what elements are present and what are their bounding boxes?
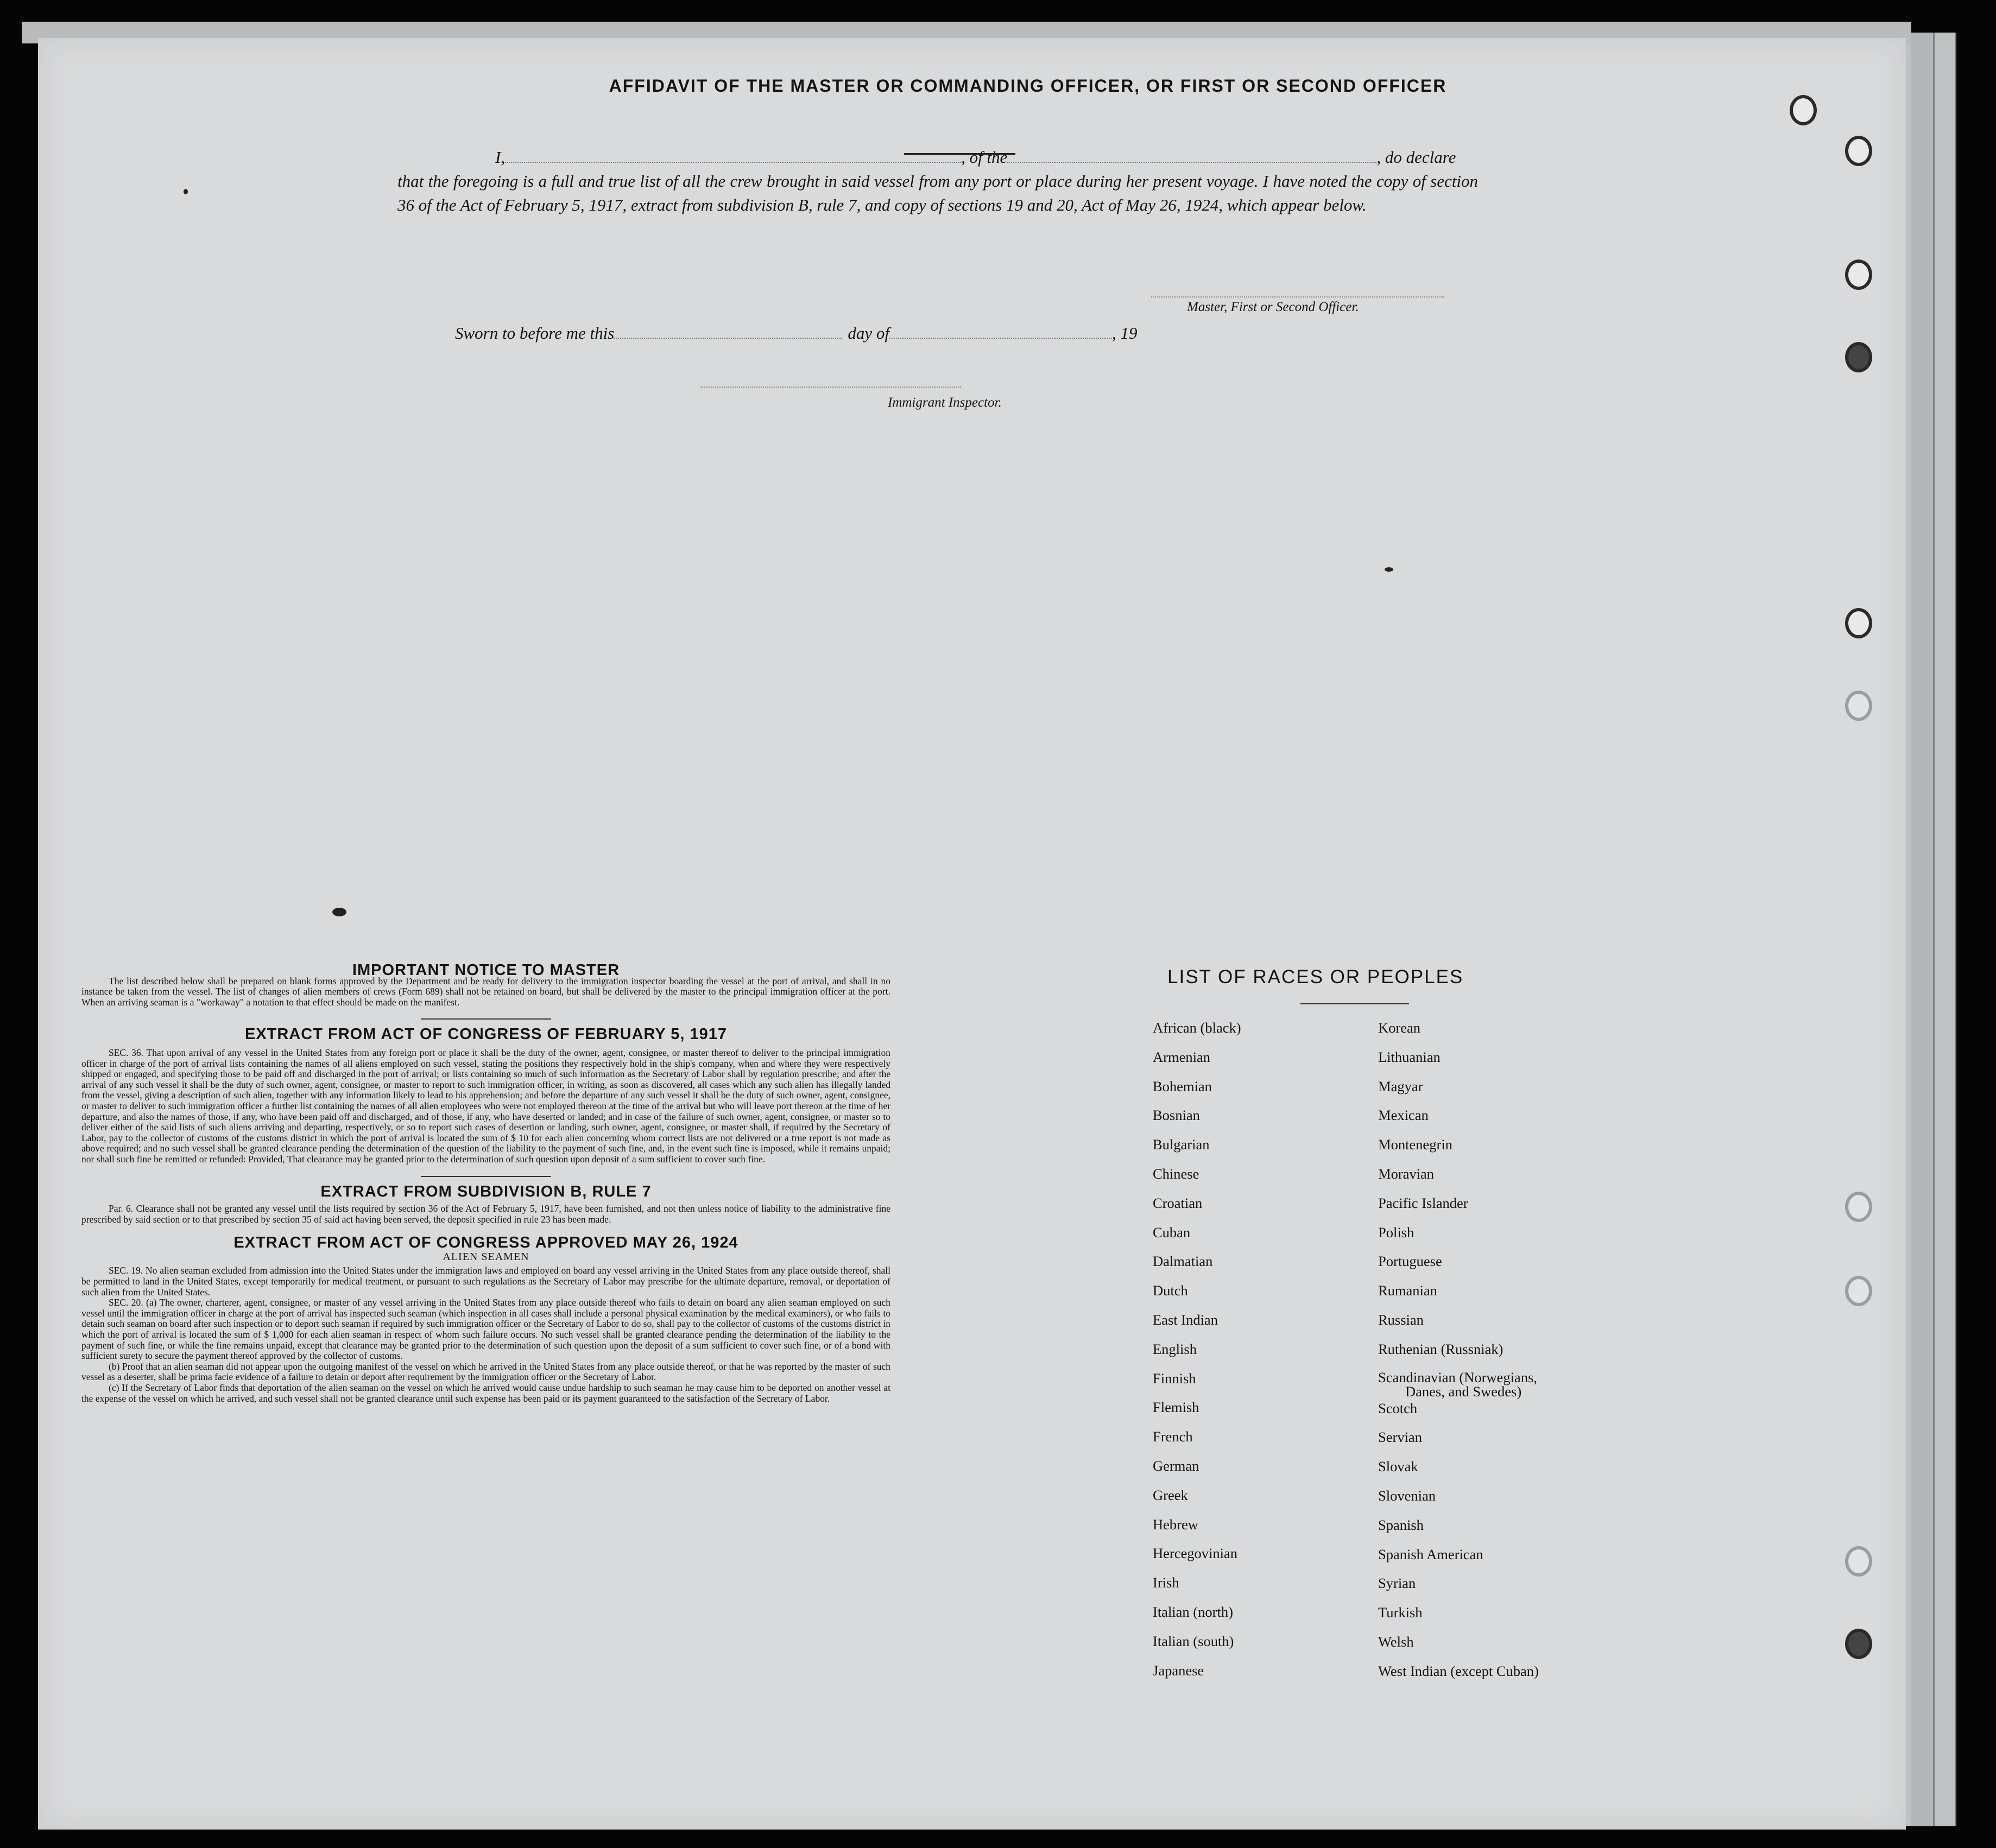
race-item: German: [1153, 1457, 1199, 1474]
race-item: East Indian: [1153, 1311, 1218, 1328]
race-item: Chinese: [1153, 1165, 1199, 1182]
race-item: Russian: [1378, 1311, 1424, 1328]
race-item: Moravian: [1378, 1165, 1435, 1182]
race-item: Polish: [1378, 1224, 1414, 1241]
race-item: Hebrew: [1153, 1516, 1198, 1533]
race-item-line: Danes, and Swedes): [1405, 1383, 1522, 1400]
binder-hole: [1845, 1192, 1872, 1222]
race-item: Bosnian: [1153, 1107, 1200, 1124]
race-item: Slovenian: [1378, 1487, 1436, 1504]
races-rule: [1300, 1003, 1409, 1004]
race-item: Slovak: [1378, 1458, 1418, 1475]
binder-hole: [1845, 260, 1872, 290]
affidavit-text: that the foregoing is a full and true list of all the crew brought in said vessel from any port or place during her present voyage. I have noted the copy of section 36 of the Act of February 5, 1917, extract from subdivision B, rule 7, and copy of sections 19 and 20, Act of May 26, 1924, which appear below.: [397, 172, 1478, 214]
race-item: Scotch: [1378, 1400, 1418, 1416]
extract-rule7-title: EXTRACT FROM SUBDIVISION B, RULE 7: [320, 1182, 652, 1200]
race-item: Rumanian: [1378, 1282, 1437, 1299]
extract-1917-text: SEC. 36. That upon arrival of any vessel in the United States from any foreign port or place it shall be the duty of the owner, agent, consignee, or master thereof to deliver to the principal immigration officer in charge of the port of arrival lists containing the names of all aliens employed on such vessel, stating the positions they respectively hold in the ship's company, when and where they were respectively shipped or engaged, and specifying those to be paid off and discharged in the port of arrival; or lists containing so much of such information as the Secretary of Labor shall by regulation prescribe; and after the arrival of any such vessel it shall be the duty of such owner, agent, consignee, or master to report to such immigration officer, in writing, as soon as discovered, all cases which any such alien has illegally landed from the vessel, giving a description of such alien, together with any information likely to lead to his apprehension; and before the departure of any such vessel it shall be the duty of such owner, agent, consignee, or master to deliver to such immigration officer a further list containing the names of all alien employees who were not employed thereon at the time of the arrival but who will leave port thereon at the time of her departure, and also the names of those, if any, who have been paid off and discharged, and of those, if any, who have deserted or landed; and in case of the failure of such owner, agent, consignee, or master so to deliver either of the said lists of such aliens arriving and departing, respectively, or so to report such cases of desertion or landing, such owner, agent, consignee, or master shall, if required by the Secretary of Labor, pay to the collector of customs of the customs district in which the port of arrival is located the sum of $ 10 for each alien concerning whom correct lists are not delivered or a true report is not made as above required; and no such vessel shall be granted clearance pending the determination of the question of the liability to the payment of such fine, and, in the event such fine is imposed, while it remains unpaid; nor shall such fine be remitted or refunded: Provided, That clearance may be granted prior to the determination of such question upon deposit of a sum sufficient to cover such fine.: [81, 1047, 890, 1165]
notice-title: IMPORTANT NOTICE TO MASTER: [352, 961, 620, 979]
form-page: [38, 38, 1906, 1830]
race-item: Spanish: [1378, 1516, 1424, 1533]
binder-hole: [1790, 95, 1817, 125]
race-item: Mexican: [1378, 1107, 1429, 1124]
races-right-column: [1378, 1020, 1539, 1692]
sworn-label: Sworn to before me this: [455, 324, 615, 343]
ink-speck: [184, 189, 188, 194]
race-item: Portuguese: [1378, 1253, 1442, 1270]
race-item: Dutch: [1153, 1282, 1188, 1299]
race-item: Japanese: [1153, 1662, 1204, 1679]
race-item: Finnish: [1153, 1370, 1196, 1387]
affidavit-title: AFFIDAVIT OF THE MASTER OR COMMANDING OFFICER, OR FIRST OR SECOND OFFICER: [609, 76, 1447, 96]
affidavit-body: [397, 145, 1478, 217]
race-item: English: [1153, 1340, 1197, 1357]
binder-hole: [1845, 136, 1872, 166]
day-of-label: day of: [848, 324, 889, 343]
extract-rule7-text: Par. 6. Clearance shall not be granted any vessel until the lists required by section 36 of the Act of February 5, 1917, have been furnished, and not then unless notice of liability to the administrative fine prescribed by said section or to that prescribed by section 35 of said act having been served, the deposit specified in rule 23 has been made.: [81, 1203, 890, 1225]
sec19-text: SEC. 19. No alien seaman excluded from admission into the United States under the immigration laws and employed on board any vessel arriving in the United States from any place outside thereof, shall be permitted to land in the United States, except temporarily for medical treatment, or pursuant to such regulations as the Secretary of Labor may prescribe for the ultimate departure, removal, or deportation of such alien from the United States.: [81, 1265, 890, 1298]
race-item: Italian (north): [1153, 1603, 1233, 1620]
binder-hole: [1845, 342, 1872, 372]
race-item: Servian: [1378, 1429, 1422, 1446]
race-item: African (black): [1153, 1020, 1241, 1036]
inspector-label: Immigrant Inspector.: [888, 395, 1002, 410]
sec20b-text: (b) Proof that an alien seaman did not appear upon the outgoing manifest of the vessel on which he arrived in the United States from any place outside thereof, or that he was reported by the master of such vessel as a deserter, shall be prima facie evidence of a failure to detain or deport after requirement by the immigration officer or the Secretary of Labor.: [81, 1360, 890, 1383]
race-item: Irish: [1153, 1574, 1179, 1591]
race-item: Bohemian: [1153, 1078, 1212, 1094]
underlying-page-edge: [1911, 33, 1935, 1826]
race-item: Syrian: [1378, 1575, 1416, 1592]
race-item: Armenian: [1153, 1048, 1210, 1065]
section-divider: [421, 1018, 551, 1020]
name-field[interactable]: [505, 151, 961, 163]
notice-text: The list described below shall be prepared on blank forms approved by the Department and be ready for delivery to the immigration inspector boarding the vessel at the port of arrival, and shall in no instance be taken from the vessel. The list of changes of alien members of crews (Form 689) shall not be retained on board, but shall be delivered by the master to the principal immigration officer at the port. When an arriving seaman is a "workaway" a notation to that effect should be made on the manifest.: [81, 975, 890, 1008]
extract-1924-subtitle: ALIEN SEAMEN: [443, 1250, 529, 1263]
ink-speck: [332, 908, 346, 916]
race-item: Croatian: [1153, 1194, 1203, 1211]
binder-hole: [1845, 691, 1872, 721]
race-item: Lithuanian: [1378, 1048, 1441, 1065]
race-item: Turkish: [1378, 1604, 1423, 1621]
of-the-label: , of the: [961, 148, 1008, 167]
race-item: Italian (south): [1153, 1632, 1234, 1649]
race-item: Magyar: [1378, 1078, 1423, 1094]
race-item: Montenegrin: [1378, 1136, 1452, 1153]
races-title: LIST OF RACES OR PEOPLES: [1167, 966, 1464, 988]
vessel-name-field[interactable]: [1007, 151, 1376, 163]
sec20a-text: SEC. 20. (a) The owner, charterer, agent, consignee, or master of any vessel arriving in the United States from any place outside thereof who fails to detain on board any alien seaman employed on such vessel until the immigration officer in charge at the port of arrival has inspected such seaman (which inspection in all cases shall include a personal physical examination by the medical examiners), or who fails to detain such seaman on board after such inspection or to deport such seaman if required by such immigration officer or the Secretary of Labor to do so, shall pay to the collector of customs of the customs district in which the port of arrival is located the sum of $ 1,000 for each alien seaman in respect of whom such failure occurs. No such vessel shall be granted clearance pending the determination of the liability to the payment of such fine, or while the fine remains unpaid, except that clearance may be granted prior to the determination of such question upon the deposit of a sum sufficient to cover such fine, or of a bond with sufficient surety to secure the payment thereof approved by the collector of customs.: [81, 1297, 890, 1362]
race-item: Dalmatian: [1153, 1253, 1213, 1270]
race-item: Spanish American: [1378, 1546, 1483, 1562]
extract-1924-title: EXTRACT FROM ACT OF CONGRESS APPROVED MAY 26, 1924: [233, 1234, 738, 1252]
year-label: , 19: [1111, 324, 1138, 343]
section-divider: [421, 1176, 551, 1177]
race-item: Ruthenian (Russniak): [1378, 1340, 1504, 1357]
notice-section: [81, 961, 890, 1404]
inspector-signature-line[interactable]: [700, 387, 961, 388]
race-item: West Indian (except Cuban): [1378, 1662, 1539, 1679]
race-item: Flemish: [1153, 1399, 1199, 1416]
race-item: Hercegovinian: [1153, 1545, 1237, 1562]
master-label: Master, First or Second Officer.: [1187, 300, 1359, 314]
race-item: Pacific Islander: [1378, 1194, 1468, 1211]
extract-1917-title: EXTRACT FROM ACT OF CONGRESS OF FEBRUARY 5, 1917: [244, 1026, 728, 1043]
race-item: Bulgarian: [1153, 1136, 1210, 1153]
master-signature-line[interactable]: [1151, 296, 1444, 298]
ink-speck: [1385, 567, 1393, 572]
binder-hole: [1845, 1546, 1872, 1577]
race-item: Welsh: [1378, 1633, 1414, 1650]
sworn-day-field[interactable]: [614, 328, 842, 339]
sworn-month-field[interactable]: [889, 328, 1112, 339]
binder-hole: [1845, 1629, 1872, 1659]
race-item: French: [1153, 1428, 1193, 1445]
i-label: I,: [495, 148, 506, 167]
sec20c-text: (c) If the Secretary of Labor finds that deportation of the alien seaman on the vessel on which he arrived would cause undue hardship to such seaman he may cause him to be deported on another vessel at the expense of the vessel on which he arrived, and such vessel shall not be granted clearance until such expense has been paid or its payment guaranteed to the satisfaction of the Secretary of Labor.: [81, 1382, 890, 1404]
sworn-line: [455, 324, 1137, 343]
races-left-column: [1153, 1020, 1241, 1691]
race-item: Cuban: [1153, 1224, 1191, 1241]
binder-hole: [1845, 1276, 1872, 1306]
race-item: Korean: [1378, 1020, 1420, 1036]
race-item: [1378, 1370, 1539, 1400]
race-item: Greek: [1153, 1486, 1188, 1503]
binder-hole: [1845, 608, 1872, 638]
do-declare-label: , do declare: [1376, 148, 1456, 167]
race-item-line: Scandinavian (Norwegians,: [1378, 1369, 1537, 1385]
